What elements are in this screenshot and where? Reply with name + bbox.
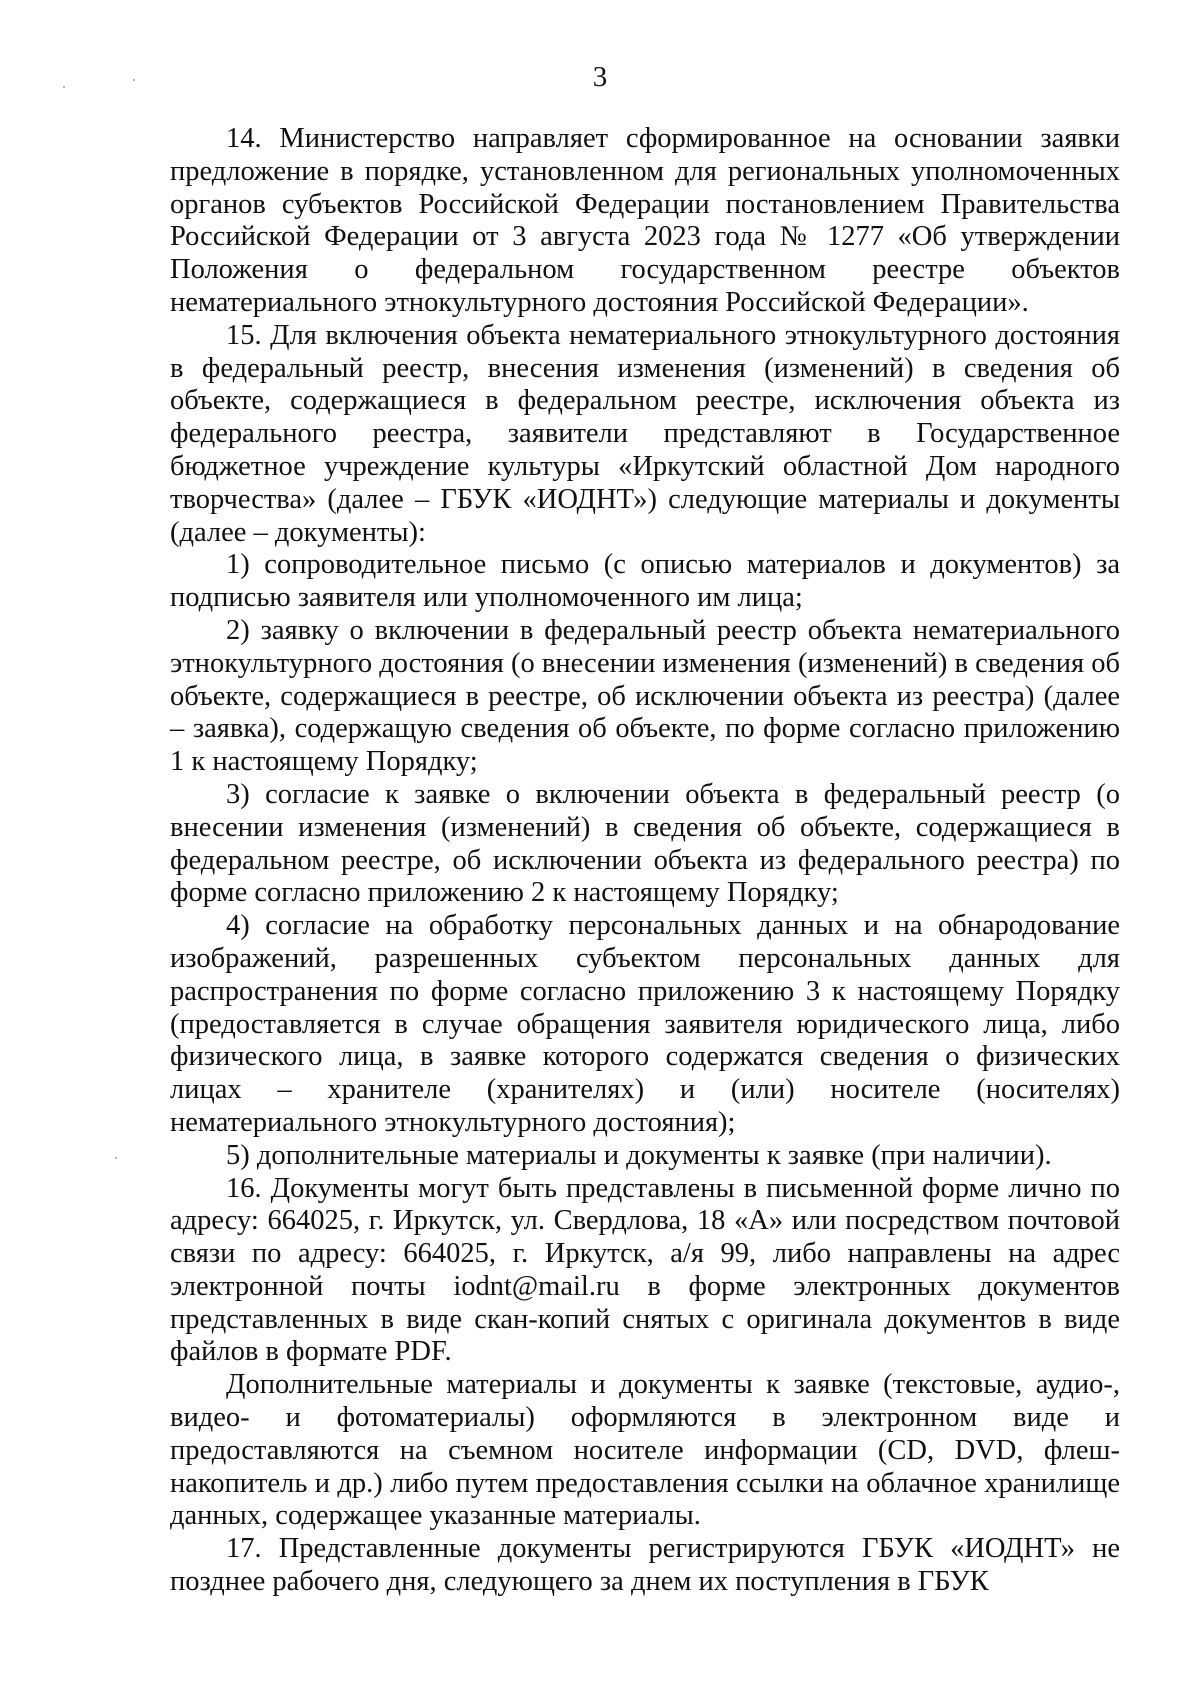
list-item-1: 1) сопроводительное письмо (с описью материалов и документов) за подписью заявителя или уполномоченного им лица;: [170, 549, 1120, 614]
paragraph-17: 17. Представленные документы регистрируются ГБУК «ИОДНТ» не позднее рабочего дня, следующего за днем их поступления в ГБУК: [170, 1533, 1120, 1598]
page-number: 3: [592, 61, 608, 93]
document-body: [170, 123, 1120, 1599]
list-item-4: 4) согласие на обработку персональных данных и на обнародование изображений, разрешенных субъектом персональных данных для распространения по форме согласно приложению 3 к настоящему Порядку (предоставляется в случае обращения заявителя юридического лица, либо физического лица, в заявке которого содержатся сведения о физических лицах – хранителе (хранителях) и (или) носителе (носителях) нематериального этнокультурного достояния);: [170, 910, 1120, 1138]
paragraph-additional-materials: Дополнительные материалы и документы к заявке (текстовые, аудио-, видео- и фотоматериалы) оформляются в электронном виде и предоставляются на съемном носителе информации (CD, DVD, флеш-накопитель и др.) либо путем предоставления ссылки на облачное хранилище данных, содержащее указанные материалы.: [170, 1369, 1120, 1532]
scan-speck: [115, 1157, 117, 1159]
paragraph-14: 14. Министерство направляет сформированное на основании заявки предложение в порядке, установленном для региональных уполномоченных органов субъектов Российской Федерации постановлением Правительства Российской Федерации от 3 августа 2023 года № 1277 «Об утверждении Положения о федеральном государственном реестре объектов нематериального этнокультурного достояния Российской Федерации».: [170, 123, 1120, 318]
list-item-2: 2) заявку о включении в федеральный реестр объекта нематериального этнокультурного достояния (о внесении изменения (изменений) в сведения об объекте, содержащиеся в реестре, об исключении объекта из реестра) (далее – заявка), содержащую сведения об объекте, по форме согласно приложению 1 к настоящему Порядку;: [170, 614, 1120, 778]
paragraph-16: 16. Документы могут быть представлены в письменной форме лично по адресу: 664025, г. Иркутск, ул. Свердлова, 18 «А» или посредством почтовой связи по адресу: 664025, г. Иркутск, а/я 99, либо направлены на адрес электронной почты iodnt@mail.ru в форме электронных документов представленных в виде скан-копий снятых с оригинала документов в виде файлов в формате PDF.: [170, 1172, 1120, 1368]
paragraph-15: 15. Для включения объекта нематериального этнокультурного достояния в федеральный реестр, внесения изменения (изменений) в сведения об объекте, содержащиеся в федеральном реестре, исключения объекта из федерального реестра, заявители представляют в Государственное бюджетное учреждение культуры «Иркутский областной Дом народного творчества» (далее – ГБУК «ИОДНТ») следующие материалы и документы (далее – документы):: [170, 319, 1120, 548]
list-item-5: 5) дополнительные материалы и документы к заявке (при наличии).: [226, 1139, 1052, 1171]
list-item-3: 3) согласие к заявке о включении объекта в федеральный реестр (о внесении изменения (изменений) в сведения об объекте, содержащиеся в федеральном реестре, об исключении объекта из федерального реестра) по форме согласно приложению 2 к настоящему Порядку;: [170, 778, 1120, 909]
